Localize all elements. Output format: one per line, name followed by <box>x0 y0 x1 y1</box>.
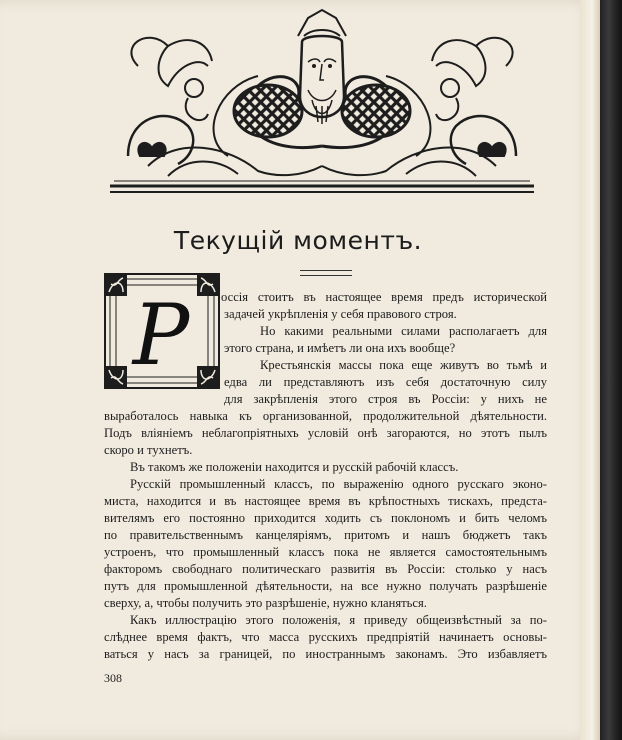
text-line: сверху, а, чтобы получить это разрѣшеніе, нужно кланяться. <box>104 596 427 610</box>
text-line: выработалось навыка къ организованной, продолжительной дѣятельности. <box>104 409 547 423</box>
ornamental-headpiece <box>108 6 536 194</box>
text-line: миста, находится и въ настоящее время въ крѣпостныхъ тискахъ, предста- <box>104 494 547 508</box>
text-line: этого страна, и имѣетъ ли она ихъ вообще? <box>224 341 456 355</box>
drop-cap-letter: Р <box>132 286 190 384</box>
text-line: оссія стоитъ въ настоящее время предъ исторической <box>221 290 547 304</box>
page-number: 308 <box>104 671 122 685</box>
text-line: Подъ вліяніемъ неблагопріятныхъ условій онѣ загораются, но этотъ пылъ <box>104 426 547 440</box>
text-line: факторомъ свободнаго политическаго развитія въ Россіи: столько у насъ <box>104 562 547 576</box>
title-divider <box>300 270 352 276</box>
text-line: Какъ иллюстрацію этого положенія, я приведу общеизвѣстный за по- <box>130 613 547 627</box>
text-line: Русскій промышленный классъ, по выраженію одного русскаго эконо- <box>130 477 547 491</box>
text-line: Въ такомъ же положеніи находится и русскій рабочій классъ. <box>130 460 459 474</box>
text-line: вителямъ его постоянно приходится ходить съ поклономъ и бить челомъ <box>104 511 547 525</box>
book-binding <box>600 0 622 740</box>
text-line: Но какими реальными силами располагаетъ для <box>260 324 547 338</box>
text-line: задачей укрѣпленія у себя правового строя. <box>224 307 457 321</box>
text-line: по правительственнымъ канцеляріямъ, притомъ и нашъ бюджетъ такъ <box>104 528 547 542</box>
text-line: устроенъ, что промышленный классъ пока не является самостоятельнымъ <box>104 545 547 559</box>
ornamental-drop-cap <box>103 272 221 390</box>
text-line: Крестьянскія массы пока еще живутъ во тьмѣ и <box>260 358 547 372</box>
text-line: ваться у насъ за границей, по иностраннымъ законамъ. Это избавляетъ <box>104 647 547 661</box>
text-line: скоро и тухнетъ. <box>104 443 193 457</box>
page-edge <box>580 0 600 740</box>
text-line: слѣднее время фактъ, что масса русскихъ предпріятій начинаетъ основы- <box>104 630 547 644</box>
article-title: Текущій моментъ. <box>173 226 423 255</box>
text-line: для закрѣпленія этого строя въ Россіи: у нихъ не <box>224 392 547 406</box>
text-line: путъ для промышленной дѣятельности, на все нужно получать разрѣшеніе <box>104 579 547 593</box>
text-line: едва ли представляютъ изъ себя достаточную силу <box>224 375 547 389</box>
